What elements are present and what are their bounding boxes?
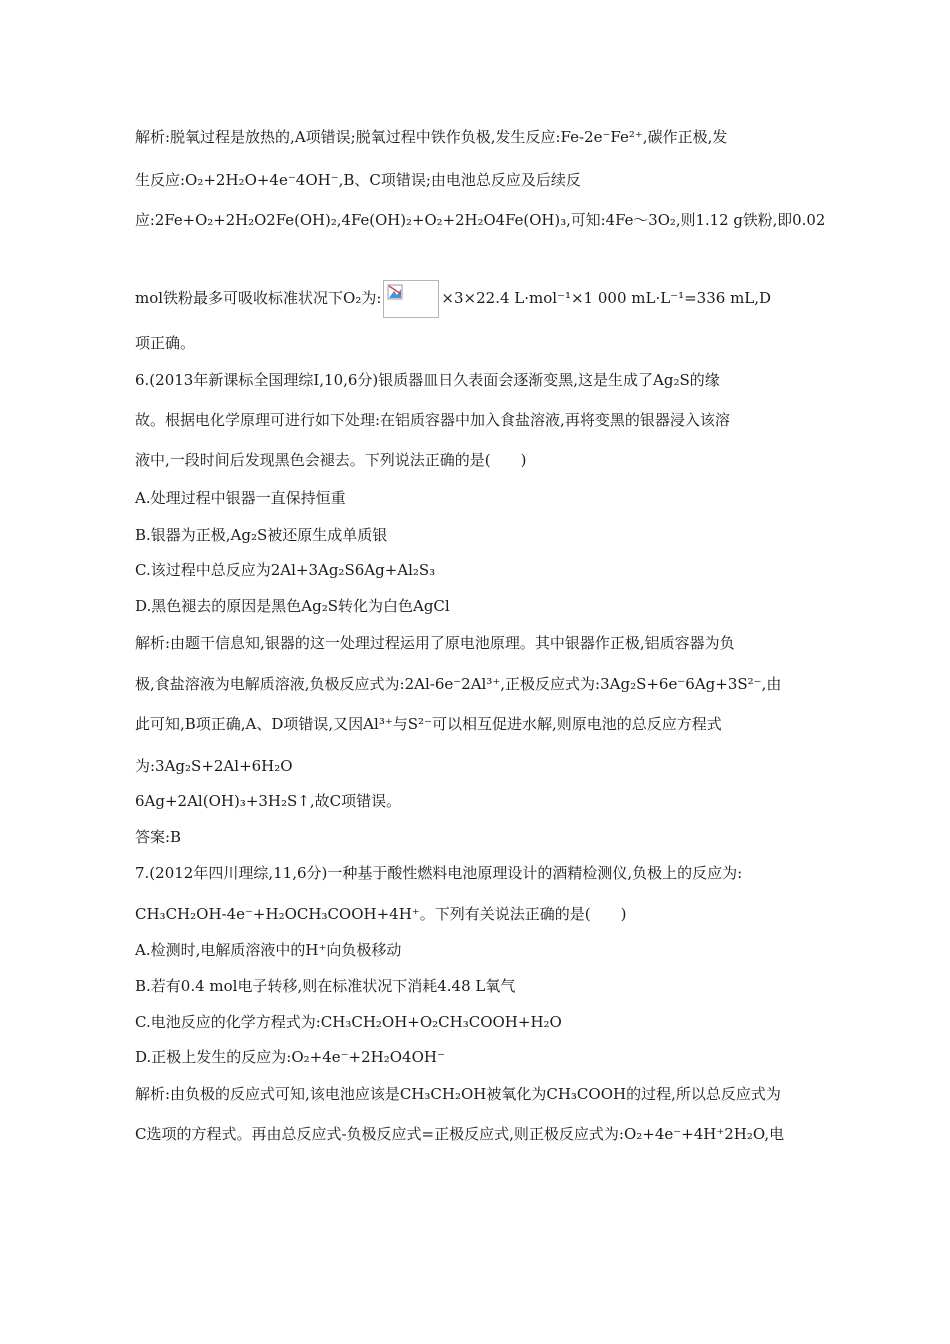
text-line: C.该过程中总反应为2Al+3Ag₂S6Ag+Al₂S₃	[135, 561, 436, 579]
text-line: CH₃CH₂OH-4e⁻+H₂OCH₃COOH+4H⁺。下列有关说法正确的是( )	[135, 905, 627, 923]
text-line: 解析:由题干信息知,银器的这一处理过程运用了原电池原理。其中银器作正极,铝质容器为负	[135, 634, 735, 652]
text-segment: mol铁粉最多可吸收标准状况下O₂为:	[135, 289, 382, 307]
text-line: 极,食盐溶液为电解质溶液,负极反应式为:2Al-6e⁻2Al³⁺,正极反应式为:3Ag₂S+6e⁻6Ag+3S²⁻,由	[135, 675, 782, 693]
text-line: B.若有0.4 mol电子转移,则在标准状况下消耗4.48 L氧气	[135, 977, 516, 995]
text-line: 应:2Fe+O₂+2H₂O2Fe(OH)₂,4Fe(OH)₂+O₂+2H₂O4Fe(OH)₃,可知:4Fe～3O₂,则1.12 g铁粉,即0.02	[135, 211, 826, 229]
text-line	[135, 280, 771, 318]
text-segment: ×3×22.4 L·mol⁻¹×1 000 mL·L⁻¹=336 mL,D	[441, 289, 772, 307]
text-line: C选项的方程式。再由总反应式-负极反应式=正极反应式,则正极反应式为:O₂+4e⁻+4H⁺2H₂O,电	[135, 1125, 785, 1143]
text-line: 生反应:O₂+2H₂O+4e⁻4OH⁻,B、C项错误;由电池总反应及后续反	[135, 171, 581, 189]
text-line: C.电池反应的化学方程式为:CH₃CH₂OH+O₂CH₃COOH+H₂O	[135, 1013, 562, 1031]
fraction-image-placeholder	[383, 280, 439, 318]
text-line: D.黑色褪去的原因是黑色Ag₂S转化为白色AgCl	[135, 597, 450, 615]
text-line: 为:3Ag₂S+2Al+6H₂O	[135, 757, 293, 775]
text-line: 项正确。	[135, 334, 196, 352]
text-line: B.银器为正极,Ag₂S被还原生成单质银	[135, 526, 388, 544]
broken-image-icon	[387, 284, 403, 300]
text-line: 液中,一段时间后发现黑色会褪去。下列说法正确的是( )	[135, 451, 527, 469]
text-line: 6Ag+2Al(OH)₃+3H₂S↑,故C项错误。	[135, 792, 402, 810]
text-line: A.处理过程中银器一直保持恒重	[135, 489, 346, 507]
text-line: 6.(2013年新课标全国理综Ⅰ,10,6分)银质器皿日久表面会逐渐变黑,这是生成了Ag₂S的缘	[135, 371, 720, 389]
text-line: 解析:由负极的反应式可知,该电池应该是CH₃CH₂OH被氧化为CH₃COOH的过程,所以总反应式为	[135, 1085, 781, 1103]
text-line: 答案:B	[135, 828, 182, 846]
text-line: 故。根据电化学原理可进行如下处理:在铝质容器中加入食盐溶液,再将变黑的银器浸入该溶	[135, 411, 730, 429]
text-line: 解析:脱氧过程是放热的,A项错误;脱氧过程中铁作负极,发生反应:Fe-2e⁻Fe²⁺,碳作正极,发	[135, 128, 728, 146]
text-line: 7.(2012年四川理综,11,6分)一种基于酸性燃料电池原理设计的酒精检测仪,负极上的反应为:	[135, 864, 743, 882]
text-line: 此可知,B项正确,A、D项错误,又因Al³⁺与S²⁻可以相互促进水解,则原电池的总反应方程式	[135, 715, 722, 733]
text-line: A.检测时,电解质溶液中的H⁺向负极移动	[135, 941, 402, 959]
text-line: D.正极上发生的反应为:O₂+4e⁻+2H₂O4OH⁻	[135, 1048, 445, 1066]
